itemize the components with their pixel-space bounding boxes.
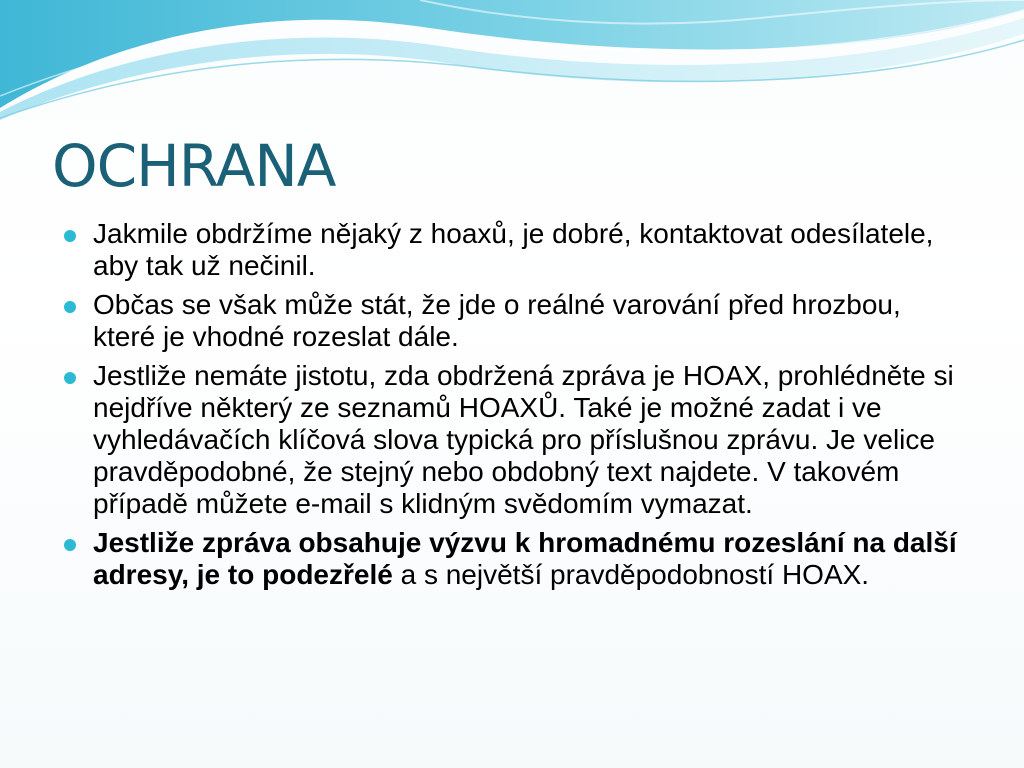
bullet-list [64, 218, 964, 598]
bullet-item [64, 527, 964, 591]
bullet-item [64, 289, 964, 353]
bullet-text: a s největší pravděpodobností HOAX. [392, 559, 870, 590]
bullet-item [64, 360, 964, 520]
bullet-text: Jakmile obdržíme nějaký z hoaxů, je dobré, kontaktovat odesílatele, aby tak už nečinil. [93, 218, 934, 281]
bullet-bold-text: Jestliže zpráva obsahuje výzvu k hromadnému rozeslání na další adresy, je to podezřelé [93, 527, 957, 590]
bullet-text: Jestliže nemáte jistotu, zda obdržená zpráva je HOAX, prohlédněte si nejdříve některý ze seznamů HOAXŮ. Také je možné zadat i ve vyhledávačích klíčová slova typická pro příslušnou zprávu. Je velice pravděpodobné, že stejný nebo obdobný text najdete. V takovém případě můžete e-mail s klidným svědomím vymazat. [93, 360, 954, 519]
bullet-item [64, 218, 964, 282]
bullet-text: Občas se však může stát, že jde o reálné varování před hrozbou, které je vhodné rozeslat dále. [93, 289, 901, 352]
decorative-wave-header [0, 0, 1024, 130]
slide-title: OCHRANA [52, 132, 336, 200]
